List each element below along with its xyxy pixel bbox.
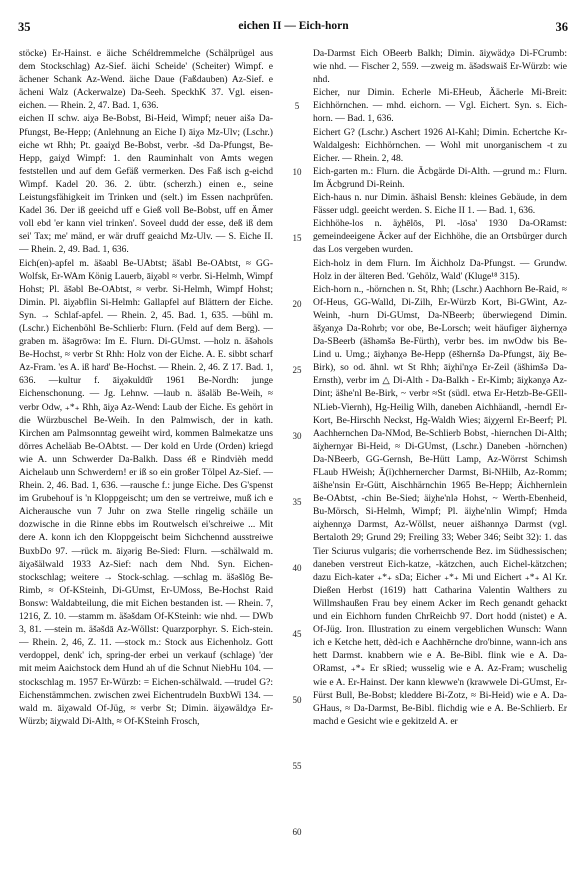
- entry-paragraph: eichen II schw. aiχə Be-Bobst, Bi-Heid, Wimpf; neuer aišə Da-Pfungst, Be-Hepp; (Anlehnung an Eiche I) āiχə Mz-Ulv; (Lschr.) eiche wt Rhh; Pt. gəaiχd Be-Bobst, verbr. -šd Da-Pfungst, Be-Hepp, gaiχd Wimpf: 1. den Rauminhalt von Amts wegen feststellen und auf dem Gefäß vermerken. Des Faß isch g-eichd Wimpf. Kadel 20. 36. 2. übtr. (scherzh.) einen e., seine Leistungsfähigkeit im Trinken und (selt.) im Essen nachprüfen. Kadel 36. Der iß geeichd uff e Gieß voll Be-Bobst, uff en Ämer voll ebd 'er kann viel trinken'. Soveel dudd der esse, deß iß dem sei' Tax; me' mänd, er wär druff geaichd Mz-Ulv. — S. Eiche II. — Rhein. 2, 49. Bad. 1, 636.: [19, 113, 273, 256]
- line-number: 50: [292, 695, 302, 705]
- line-number: 15: [292, 233, 302, 243]
- entry-paragraph: Eich-haus n. nur Dimin. äšhaisl Bensh: kleines Gebäude, in dem Fässer udgl. geeicht werden. S. Eiche II 1. — Bad. 1, 636.: [313, 192, 567, 217]
- entry-paragraph: Eicher, nur Dimin. Echerle Mi-EHeub, Äächerle Mi-Breit: Eichhörnchen. — mhd. eichorn. — Vgl. Eichert. Syn. s. Eich-horn. — Bad. 1, 636.: [313, 87, 567, 125]
- line-number: 35: [292, 497, 302, 507]
- line-number: 40: [292, 563, 302, 573]
- line-number: 20: [292, 299, 302, 309]
- entry-paragraph: Eich-garten m.: Flurn. die Äcbgärde Di-Alth. —grund m.: Flurn. Im Äcbgrund Di-Reinh.: [313, 165, 567, 190]
- entry-paragraph: Eich-holz in dem Flurn. Im Äichholz Da-Pfungst. — Grundw. Holz in der älteren Bed. 'Gehölz, Wald' (Kluge¹⁸ 315).: [313, 257, 567, 282]
- line-number: 30: [292, 431, 302, 441]
- line-number: 25: [292, 365, 302, 375]
- entry-paragraph: Eichert G? (Lschr.) Aschert 1926 Al-Kahl; Dimin. Echertche Kr-Waldalgesh: Eichhörnchen. — Wohl mit unorganischem -t zu Eicher. — Rhein. 2, 48.: [313, 126, 567, 164]
- right-column: [313, 47, 567, 865]
- page-number-right: 36: [555, 20, 568, 34]
- line-number: 60: [292, 827, 302, 837]
- entry-paragraph: Eich-horn n., -hörnchen n. St, Rhh; (Lschr.) Aachhorn Be-Raid, ≈ Of-Heus, GG-Walld, Di-Zilh, Er-Würzb Kort, Bi-GWint, Az-Weinh, -hurn Di-GUmst, Da-NBeerb; überwiegend Dimin. äšχənχə Da-Rohrb; vor obe, Be-Lorsch; weit häufiger āiχhernχə Da-SBeerb (äšhəmšə Be-Fürth), verbr bes. im nwOdw bis Be-Lind u. Umg.; āiχhənχə Be-Hepp (ēšhernšə Da-Pfungst, āiχ Be-Birk), so od. āhnl. wt St Rhh; āiχhi'nχə Er-Zeil (äšhimšə Da-Ernsth), verbr im △ Di-Alth - Da-Balkh - Er-Kimb; āiχkənχə Az-Dint; äšhe'nl Be-Birk, ~ verbr ≈St (südl. etwa Er-Hetzb-Be-GEll-NLieb-Viernh), Hg-Heilig Wilh, daneben Aichhäandl, -herndl Er-Kort, Be-Hirschh Neckst, Hg-Waldh Wies; āiχχernl Er-Beerf; Pl. Aachhernchen Da-NMod, Be-Schlierb Bobst, -hiernchen Di-Alth; āiχhernχər Bi-Heid, ≈ Di-GUmst, (Lschr.) Daneben -hörnchen) Da-NBeerb, GG-Gernsh, Be-Hütt Lamp, Az-Wörrst Schimsh FLaub HWeish; Ä(i)chhernercher Darmst, Bi-NHilb, Az-Romm; āišhe'nsin Er-Gütt, Aischhärnchin 1965 Be-Hepp; Äichhernlein Be-OAbtst, -chin Be-Sied; äiχhe'nlə Hohst, ~ Werth-Ebenheid, Bu-Mörsch, Si-Helmh, Wimpf; Pl. äiχhe'nlin Wimpf; Hmda aiχhennχə Darmst, Az-Wöllst, neuer aišhənnχə Darmst (vgl. Bertaloth 29; Grund 29; Freiling 33; Weber 346; Seibt 32): 1. das Tier Sciurus vulgaris; die vorherrschende Bez. im Südhessischen; daneben verstreut Eich-katze, -kätzchen, auch Eichel-kätzchen; dazu Eich-kater ₊*₊ sDa; Eicher ₊*₊ Mi und Eichert ₊*₊ Al Kr. Dießen Herbst (1619) hatt Catharina Valentin Walthers zu Willmshaußen Frau bey einem Acker im Rech genandt gehackt und ein Eichhorn funden ChrReichb 97. Dort hodd (nistet) e A. Of-Jüg. Iron. Illustration zu einem vergeblichen Wunsch: Wann ich e Ketche hett, dèd-ich e Aachhērnche dro'binne, wann-ich ans hett Darmst. knabbern wie e A. Be-Bibl. flink wie e A. Da-ORamst, ₊*₊ Er sRied; wusselig wie e A. Az-Fram; wuschelig wie e A. Er-Hainst. Der kann klewwe'n (krawwele Di-GUmst, Er-Fürst Bull, Be-Bobst; kleddere Bi-Zotz, ≈ Bi-Heid) wie e A. Da-GHaus, ≈ Da-Darmst, Be-Bibl. flichdig wie e A. Be-Schlierb. Er machd e Gesicht wie e gekitzeld A. er: [313, 283, 567, 727]
- entry-paragraph: stöcke) Er-Hainst. e äiche Schéldremmelche (Schälprügel aus dem Stockschlag) Az-Sief. äichi Scheide' (Scheiter) Wimpf. e ächener Schank Az-Wend. äiche Daue (Faßdauben) Az-Sief. e ächeni Walz (Ackerwalze) Da-Seeh. SpeckhK 37. Vgl. eisen-eichen. — Rhein. 2, 47. Bad. 1, 636.: [19, 48, 273, 112]
- line-number: 10: [292, 167, 302, 177]
- page-number-left: 35: [18, 20, 31, 34]
- line-number: 55: [292, 761, 302, 771]
- line-number: 45: [292, 629, 302, 639]
- entry-paragraph: Da-Darmst Eich OBeerb Balkh; Dimin. āiχwädχə Di-FCrumb: wie nhd. — Fischer 2, 559. —zweig m. äšədswaiš Er-Würzb: wie nhd.: [313, 48, 567, 86]
- entry-paragraph: Eich(en)-apfel m. äšəabl Be-UAbtst; äšabl Be-OAbtst, ≈ GG-Wolfsk, Er-WAm König Lauerb, āiχəbl ≈ verbr. Si-Helmh, Wimpf Hohst; Pl. äšəbl Be-OAbtst, ≈ verbr. Si-Helmh, Wimpf Hohst; Dimin. Pl. āiχəbflin Si-Helmh: Gallapfel auf Blättern der Eiche. Syn. → Schlaf-apfel. — Rhein. 2, 45. Bad. 1, 635. —bühl m. (Lschr.) Eichenböhl Be-Schlierb: Flurn. (Feld auf dem Berg). —graben m. äšəgrōwə: Im E. Flurn. Di-GUmst. —holz n. äšəhols Be-Hochst, ≈ verbr St Rhh: Holz von der Eiche. A. E. sibbt scharf Az-Fram. 'es A. iß hard' Be-Hochst. — Rhein. 2, 46. Z 17. Bad. 1, 636. —kultur f. āiχəkuldū̆r 1961 Be-Nordh: junge Eichenschonung. — Jg. Lehnw. —laub n. äšəläb Be-Weih, ≈ verbr Odw, ₊*₊ Rhh, āiχə Az-Wend: Laub der Eiche. Es gehört in die Würzbuschel Be-Weih. In den Palmwisch, der in kath. Kirchen am Palmsonntag geweiht wird, kommen Balmekatze uns dörres Acheläab Be-OAbtst. — Der kold en Urde (Orden) kriegd wie A. unn Schwerder Da-Balkh. Dass éß e Rindvièh medd Aichelaub unn Schwerdern! er iß so ein großer Tölpel Az-Sief. — Rhein. 2, 46. Bad. 1, 636. —rausche f.: junge Eiche. Des G'spenst im Grubehouf is 'n Kloppgeischt; um den se vertreiwe, muß ich e Aicherausche vun 7 Juhr on zwa Stelle ringelig schäile un dozwische in die Rinne ebbs im Routwelsch ei'schreiwe ... Mit dere A. konn ich den Kloppgeischt beim Sichchennd ausstreiwe BuxbDo 97. —rück m. āiχərig Be-Sied: Flurn. —schälwald m. āiχəšälwald 1933 Az-Sief: nach dem Nhd. Syn. Eichen-stockschlag; weitere → Stock-schlag. —schlag m. äšəšlōg Be-Rimb, ≈ Of-KSteinh, Di-GUmst, Er-UMoss, Be-Hochst Raid Bonsw: Waldabteilung, die mit Eichen bestanden ist. — Rhein. 7, 1216, Z. 10. —stamm m. äšəšdam Of-KSteinh: wie nhd. — DWb 3, 81. —stein m. äšəšdā Az-Wöllst: Quarzporphyr. S. Eich-stein. — Rhein. 2, 46, Z. 11. —stock m.: Stock aus Eichenholz. Gott verdoppel, denk' ich, spring-der erbei un verkauf (schlage) 'der mit meim Aaichstock dem Hund ah uf die Schnut NiebHu 104. —stockschlag m. 1957 Er-Würzb: = Eichen-schälwald. —trudel G?: Eichenstämmchen. zwischen zwei Eichentrudeln BuxbWi 134. —wald m. āiχəwald Of-Jüg, ≈ verbr St; Dimin. äiχəwäldχə Er-Würzb; āiχwald Di-Alth, ≈ Of-KSteinh Frosch,: [19, 257, 273, 727]
- entry-paragraph: Eichhöhe-los n. äχhēlōs, Pl. -lōsə' 1930 Da-ORamst: gemeindeeigene Äcker auf der Eichhöhe, die an Ortsbürger durch das Los vergeben wurden.: [313, 218, 567, 256]
- line-number: 5: [294, 101, 300, 111]
- left-column: [19, 47, 273, 865]
- running-title: eichen II — Eich-horn: [238, 20, 349, 32]
